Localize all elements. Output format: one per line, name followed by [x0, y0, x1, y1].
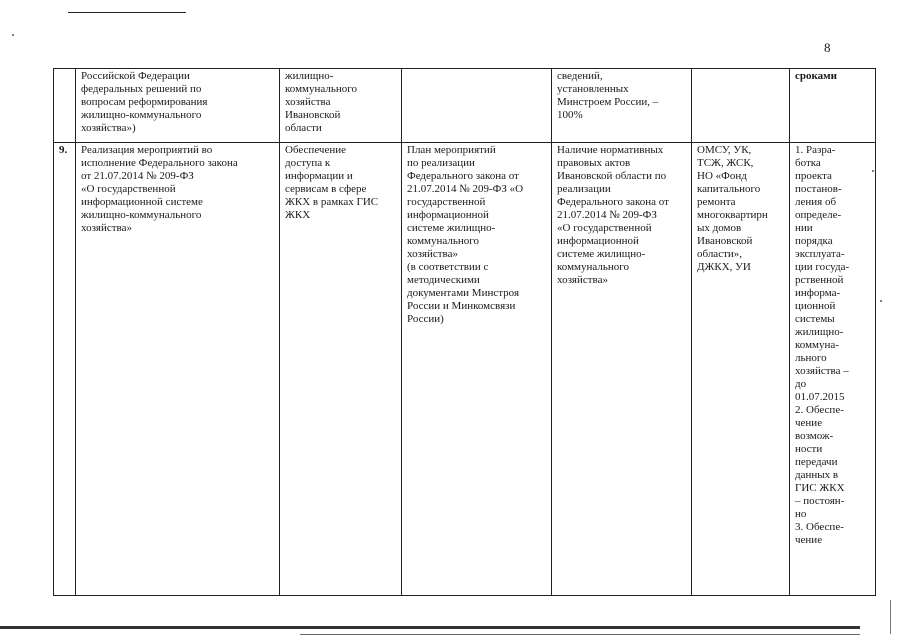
- cell-indicator: Наличие нормативных правовых актов Ивановской области по реализации Федерального закона от 21.07.2014 № 209-ФЗ «О государственной информационной системе жилищно- коммунального хозяйства»: [552, 143, 692, 596]
- table-row-9: [54, 143, 876, 596]
- cell-number: [54, 69, 76, 143]
- scan-speck: [12, 34, 14, 36]
- cell-deadline: сроками: [790, 69, 876, 143]
- cell-indicator: сведений, установленных Минстроем России, – 100%: [552, 69, 692, 143]
- bottom-scan-edge: [0, 626, 860, 629]
- cell-document: План мероприятий по реализации Федерального закона от 21.07.2014 № 209-ФЗ «О государственной информационной системе жилищно- коммунального хозяйства» (в соответствии с методическими документами Минстроя России и Минкомсвязи России): [402, 143, 552, 596]
- top-rule-line: [68, 12, 186, 13]
- scan-speck: [880, 300, 882, 302]
- cell-document: [402, 69, 552, 143]
- measures-table: [53, 68, 876, 596]
- cell-deadline: 1. Разра- ботка проекта постанов- ления об определе- нии порядка эксплуата- ции госуда- рственной информа- ционной системы жилищно- коммуна- льного хозяйства – до 01.07.2015 2. Обеспе- чение возмож- ности передачи данных в ГИС ЖКХ – постоян- но 3. Обеспе- чение: [790, 143, 876, 596]
- right-scan-mark: [890, 600, 891, 634]
- cell-measure: Российской Федерации федеральных решений по вопросам реформирования жилищно-коммунального хозяйства»): [76, 69, 280, 143]
- cell-goal: жилищно- коммунального хозяйства Ивановской области: [280, 69, 402, 143]
- cell-goal: Обеспечение доступа к информации и сервисам в сфере ЖКХ в рамках ГИС ЖКХ: [280, 143, 402, 596]
- bottom-scan-line: [300, 634, 860, 635]
- table-row-continuation: [54, 69, 876, 143]
- page-number: 8: [824, 40, 831, 55]
- cell-executor: ОМСУ, УК, ТСЖ, ЖСК, НО «Фонд капитального ремонта многоквартирн ых домов Ивановской области», ДЖКХ, УИ: [692, 143, 790, 596]
- cell-executor: [692, 69, 790, 143]
- cell-measure: Реализация мероприятий во исполнение Федерального закона от 21.07.2014 № 209-ФЗ «О государственной информационной системе жилищно-коммунального хозяйства»: [76, 143, 280, 596]
- cell-number: 9.: [54, 143, 76, 596]
